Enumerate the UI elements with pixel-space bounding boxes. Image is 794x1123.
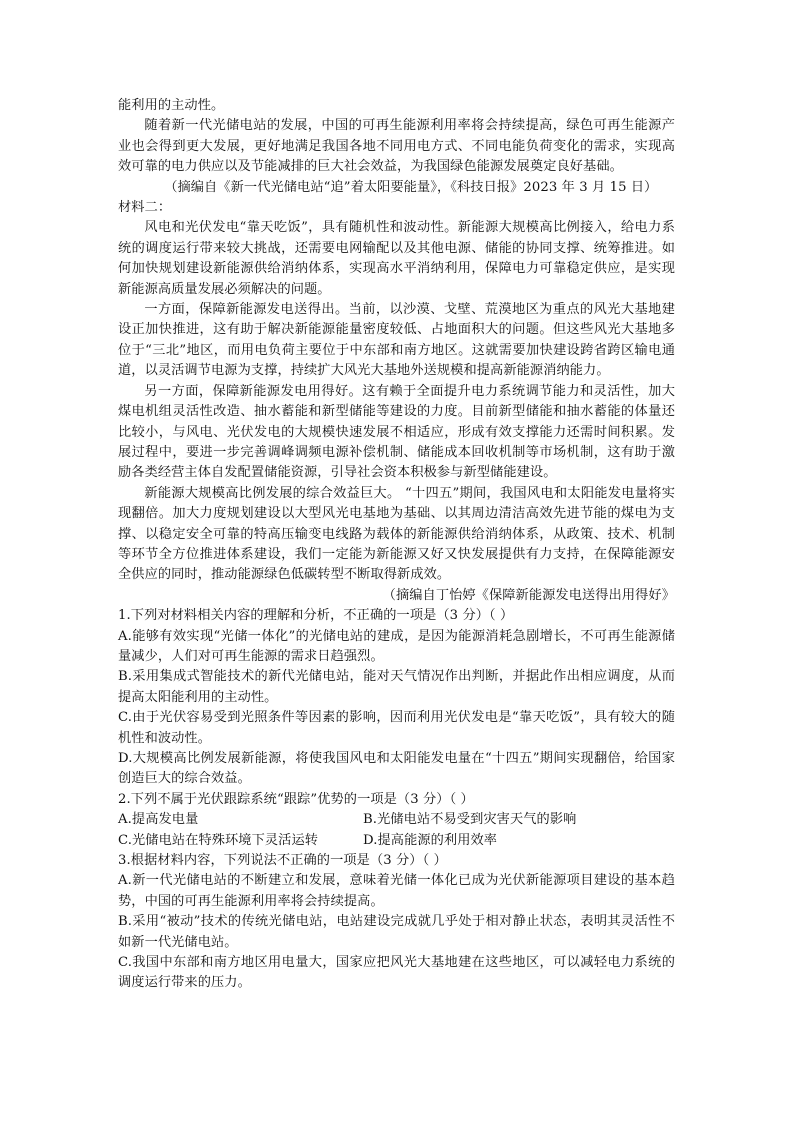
question-1-option-d: D.大规模高比例发展新能源，将使我国风电和太阳能发电量在“十四五”期间实现翻倍，给国家创造巨大的综合效益。 (118, 751, 675, 787)
question-2-options-row-1 (118, 810, 675, 830)
question-3-option-b: B.采用“被动”技术的传统光储电站，电站建设完成就几乎处于相对静止状态，表明其灵活性不如新一代光储电站。 (118, 914, 675, 950)
material1-tail: 能利用的主动性。 (118, 98, 225, 113)
material2-label: 材料二： (118, 200, 172, 216)
question-3-stem: 3.根据材料内容，下列说法不正确的一项是（3 分）（ ） (118, 853, 447, 869)
question-2-stem: 2.下列不属于光伏跟踪系统“跟踪”优势的一项是（3 分）（ ） (118, 791, 474, 807)
material1-paragraph: 随着新一代光储电站的发展，中国的可再生能源利用率将会持续提高，绿色可再生能源产业也会得到更大发展，更好地满足我国各地不同用电方式、不同电能负荷变化的需求，实现高效可靠的电力供应以及节能减排的巨大社会效益，为我国绿色能源发展奠定良好基础。 (118, 118, 675, 175)
question-2-options-row-2 (118, 831, 675, 851)
material2-paragraph-1: 风电和光伏发电“靠天吃饭”，具有随机性和波动性。新能源大规模高比例接入，给电力系统的调度运行带来较大挑战，还需要电网输配以及其他电源、储能的协同支撑、统筹推进。如何加快规划建设新能源供给消纳体系，实现高水平消纳利用，保障电力可靠稳定供应，是实现新能源高质量发展必须解决的问题。 (118, 220, 675, 297)
question-1-stem: 1.下列对材料相关内容的理解和分析，不正确的一项是（3 分）（ ） (118, 608, 514, 624)
question-1-option-c: C.由于光伏容易受到光照条件等因素的影响，因而利用光伏发电是“靠天吃饭”，具有较大的随机性和波动性。 (118, 710, 675, 746)
material2-paragraph-3: 另一方面，保障新能源发电用得好。这有赖于全面提升电力系统调节能力和灵活性，加大煤电机组灵活性改造、抽水蓄能和新型储能等建设的力度。目前新型储能和抽水蓄能的体量还比较小，与风电、光伏发电的大规模快速发展不相适应，形成有效支撑能力还需时间积累。发展过程中，要进一步完善调峰调频电源补偿机制、储能成本回收机制等市场机制，这有助于激励各类经营主体自发配置储能资源，引导社会资本积极参与新型储能建设。 (118, 383, 675, 481)
question-1-option-a: A.能够有效实现“光储一体化”的光储电站的建成，是因为能源消耗急剧增长，不可再生能源储量减少，人们对可再生能源的需求日趋强烈。 (118, 628, 675, 664)
question-2-option-b: B.光储电站不易受到灾害天气的影响 (363, 812, 577, 828)
material1-source: （摘编自《新一代光储电站“追”着太阳要能量》，《科技日报》2023 年 3 月 15 日） (164, 179, 658, 195)
material2-source: （摘编自丁怡婷《保障新能源发电送得出用得好》 (382, 587, 675, 603)
question-1-option-b: B.采用集成式智能技术的新代光储电站，能对天气情况作出判断，并据此作出相应调度，从而提高太阳能利用的主动性。 (118, 669, 675, 705)
question-2-option-d: D.提高能源的利用效率 (363, 832, 498, 848)
question-3-option-c: C.我国中东部和南方地区用电量大，国家应把风光大基地建在这些地区，可以减轻电力系统的调度运行带来的压力。 (118, 955, 675, 991)
material2-paragraph-4: 新能源大规模高比例发展的综合效益巨大。 “十四五”期间，我国风电和太阳能发电量将实现翻倍。加大力度规划建设以大型风光电基地为基础、以其周边清洁高效先进节能的煤电为支撑、以稳定安全可靠的特高压输变电线路为载体的新能源供给消纳体系，从政策、技术、机制等环节全方位推进体系建设，我们一定能为新能源又好又快发展提供有力支持，在保障能源安全供应的同时，推动能源绿色低碳转型不断取得新成效。 (118, 485, 675, 583)
material2-paragraph-2: 一方面，保障新能源发电送得出。当前，以沙漠、戈壁、荒漠地区为重点的风光大基地建设正加快推进，这有助于解决新能源能量密度较低、占地面积大的问题。但这些风光大基地多位于“三北”地区，而用电负荷主要位于中东部和南方地区。这就需要加快建设跨省跨区输电通道，以灵活调节电源为支撑，持续扩大风光大基地外送规模和提高新能源消纳能力。 (118, 302, 675, 379)
question-2-option-c: C.光储电站在特殊环境下灵活运转 (118, 832, 319, 848)
question-3-option-a: A.新一代光储电站的不断建立和发展，意味着光储一体化已成为光伏新能源项目建设的基本趋势，中国的可再生能源利用率将会持续提高。 (118, 873, 675, 909)
question-2-option-a: A.提高发电量 (118, 812, 199, 828)
document-page (118, 96, 675, 994)
